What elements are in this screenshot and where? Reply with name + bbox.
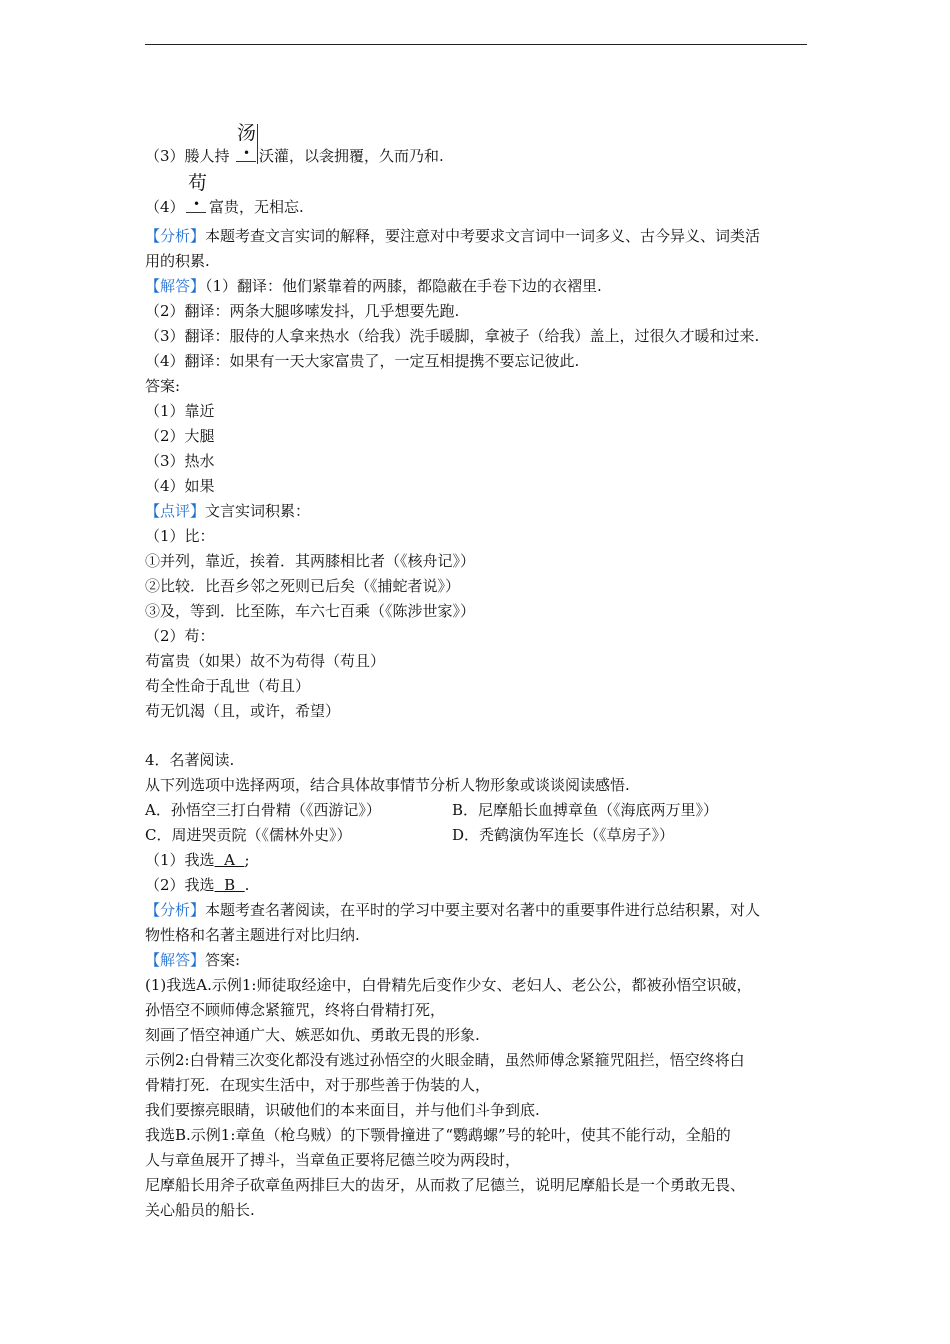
q3-comment-1: （1）比： — [145, 527, 215, 545]
emphasis-dot: • — [193, 197, 201, 211]
q4-pick1: （1）我选 A ; — [145, 851, 250, 869]
glyph-gou: 苟 — [188, 172, 208, 194]
q3-comment-3: ②比较．比吾乡邻之死则已后矣（《捕蛇者说》） — [145, 577, 461, 595]
q3-answer-line1: 【解答】（1）翻译：他们紧靠着的两膝，都隐蔽在手卷下边的衣褶里. — [145, 277, 602, 295]
q4-answer-l6: 我们要擦亮眼睛，识破他们的本来面目，并与他们斗争到底. — [145, 1101, 540, 1119]
q4-option-b: B．尼摩船长血搏章鱼（《海底两万里》） — [452, 801, 719, 819]
q4-answer-l5: 骨精打死．在现实生活中，对于那些善于伪装的人， — [145, 1076, 491, 1094]
q3-ans2: （2）大腿 — [145, 427, 215, 445]
q4-answer-l3: 刻画了悟空神通广大、嫉恶如仇、勇敢无畏的形象. — [145, 1026, 480, 1044]
q4-analysis-line1: 【分析】本题考查名著阅读，在平时的学习中要主要对名著中的重要事件进行总结积累，对人 — [145, 901, 761, 919]
q4-answer-l7: 我选B.示例1:章鱼（枪乌贼）的下颚骨撞进了“鹦鹉螺”号的轮叶，使其不能行动，全船的 — [145, 1126, 731, 1144]
blank-line — [186, 212, 206, 213]
q3-comment-2: ①并列，靠近，挨着．其两膝相比者（《核舟记》） — [145, 552, 476, 570]
comment-tag: 【点评】 — [145, 502, 206, 520]
q3-analysis-line2: 用的积累. — [145, 252, 210, 270]
q3-comment-title: 【点评】文言实词积累： — [145, 502, 311, 520]
q3-answers-label: 答案: — [145, 377, 181, 395]
header-rule — [145, 44, 807, 45]
glyph-tang: 汤 — [237, 122, 257, 144]
q3-answer-line4: （4）翻译：如果有一天大家富贵了，一定互相提携不要忘记彼此. — [145, 352, 580, 370]
pick1-value: A — [214, 851, 245, 869]
blank-line — [236, 161, 256, 162]
q3-answer-line2: （2）翻译：两条大腿哆嗦发抖，几乎想要先跑. — [145, 302, 460, 320]
pick2-value: B — [214, 876, 245, 894]
item4-pre: （4） — [145, 198, 185, 216]
answer-tag: 【解答】 — [145, 951, 206, 969]
q4-analysis-line2: 物性格和名著主题进行对比归纳. — [145, 926, 360, 944]
q3-ans3: （3）热水 — [145, 452, 215, 470]
q3-analysis-line1: 【分析】本题考查文言实词的解释，要注意对中考要求文言词中一词多义、古今异义、词类活 — [145, 227, 761, 245]
q4-answer-label: 【解答】答案: — [145, 951, 241, 969]
q3-answer-line3: （3）翻译：服侍的人拿来热水（给我）洗手暖脚，拿被子（给我）盖上，过很久才暖和过来. — [145, 327, 760, 345]
q3-comment-5: （2）苟： — [145, 627, 215, 645]
item4-post: 富贵，无相忘. — [209, 198, 304, 216]
q4-answer-l8: 人与章鱼展开了搏斗，当章鱼正要将尼德兰咬为两段时， — [145, 1151, 521, 1169]
q4-pick2: （2）我选 B . — [145, 876, 250, 894]
q3-comment-6: 苟富贵（如果）故不为苟得（苟且） — [145, 652, 386, 670]
q4-option-a: A．孙悟空三打白骨精（《西游记》） — [145, 801, 381, 819]
q3-ans1: （1）靠近 — [145, 402, 215, 420]
item3-post: 沃灌，以衾拥覆，久而乃和. — [259, 147, 444, 165]
q4-option-d: D．秃鹤演伪军连长（《草房子》） — [452, 826, 675, 844]
q4-answer-l10: 关心船员的船长. — [145, 1201, 255, 1219]
analysis-tag: 【分析】 — [145, 227, 206, 245]
q4-answer-l9: 尼摩船长用斧子砍章鱼两排巨大的齿牙，从而救了尼德兰，说明尼摩船长是一个勇敢无畏、 — [145, 1176, 746, 1194]
q4-instruction: 从下列选项中选择两项，结合具体故事情节分析人物形象或谈谈阅读感悟. — [145, 776, 630, 794]
q4-answer-l1: (1)我选A.示例1:师徒取经途中，白骨精先后变作少女、老妇人、老公公，都被孙悟空识破， — [145, 976, 752, 994]
item3-pre: （3）媵人持 — [145, 147, 230, 165]
q3-ans4: （4）如果 — [145, 477, 215, 495]
analysis-tag: 【分析】 — [145, 901, 206, 919]
q3-comment-8: 苟无饥渴（且，或许，希望） — [145, 702, 341, 720]
q3-comment-7: 苟全性命于乱世（苟且） — [145, 677, 311, 695]
answer-tag: 【解答】 — [145, 277, 206, 295]
emphasis-dot: • — [243, 146, 251, 160]
q4-option-c: C．周进哭贡院（《儒林外史》） — [145, 826, 352, 844]
q3-comment-4: ③及，等到．比至陈，车六七百乘（《陈涉世家》） — [145, 602, 476, 620]
glyph-frame-line — [257, 124, 258, 164]
q4-answer-l2: 孙悟空不顾师傅念紧箍咒，终将白骨精打死， — [145, 1001, 446, 1019]
q4-answer-l4: 示例2:白骨精三次变化都没有逃过孙悟空的火眼金睛，虽然师傅念紧箍咒阻拦，悟空终将白 — [145, 1051, 745, 1069]
q4-title: 4．名著阅读. — [145, 751, 235, 769]
